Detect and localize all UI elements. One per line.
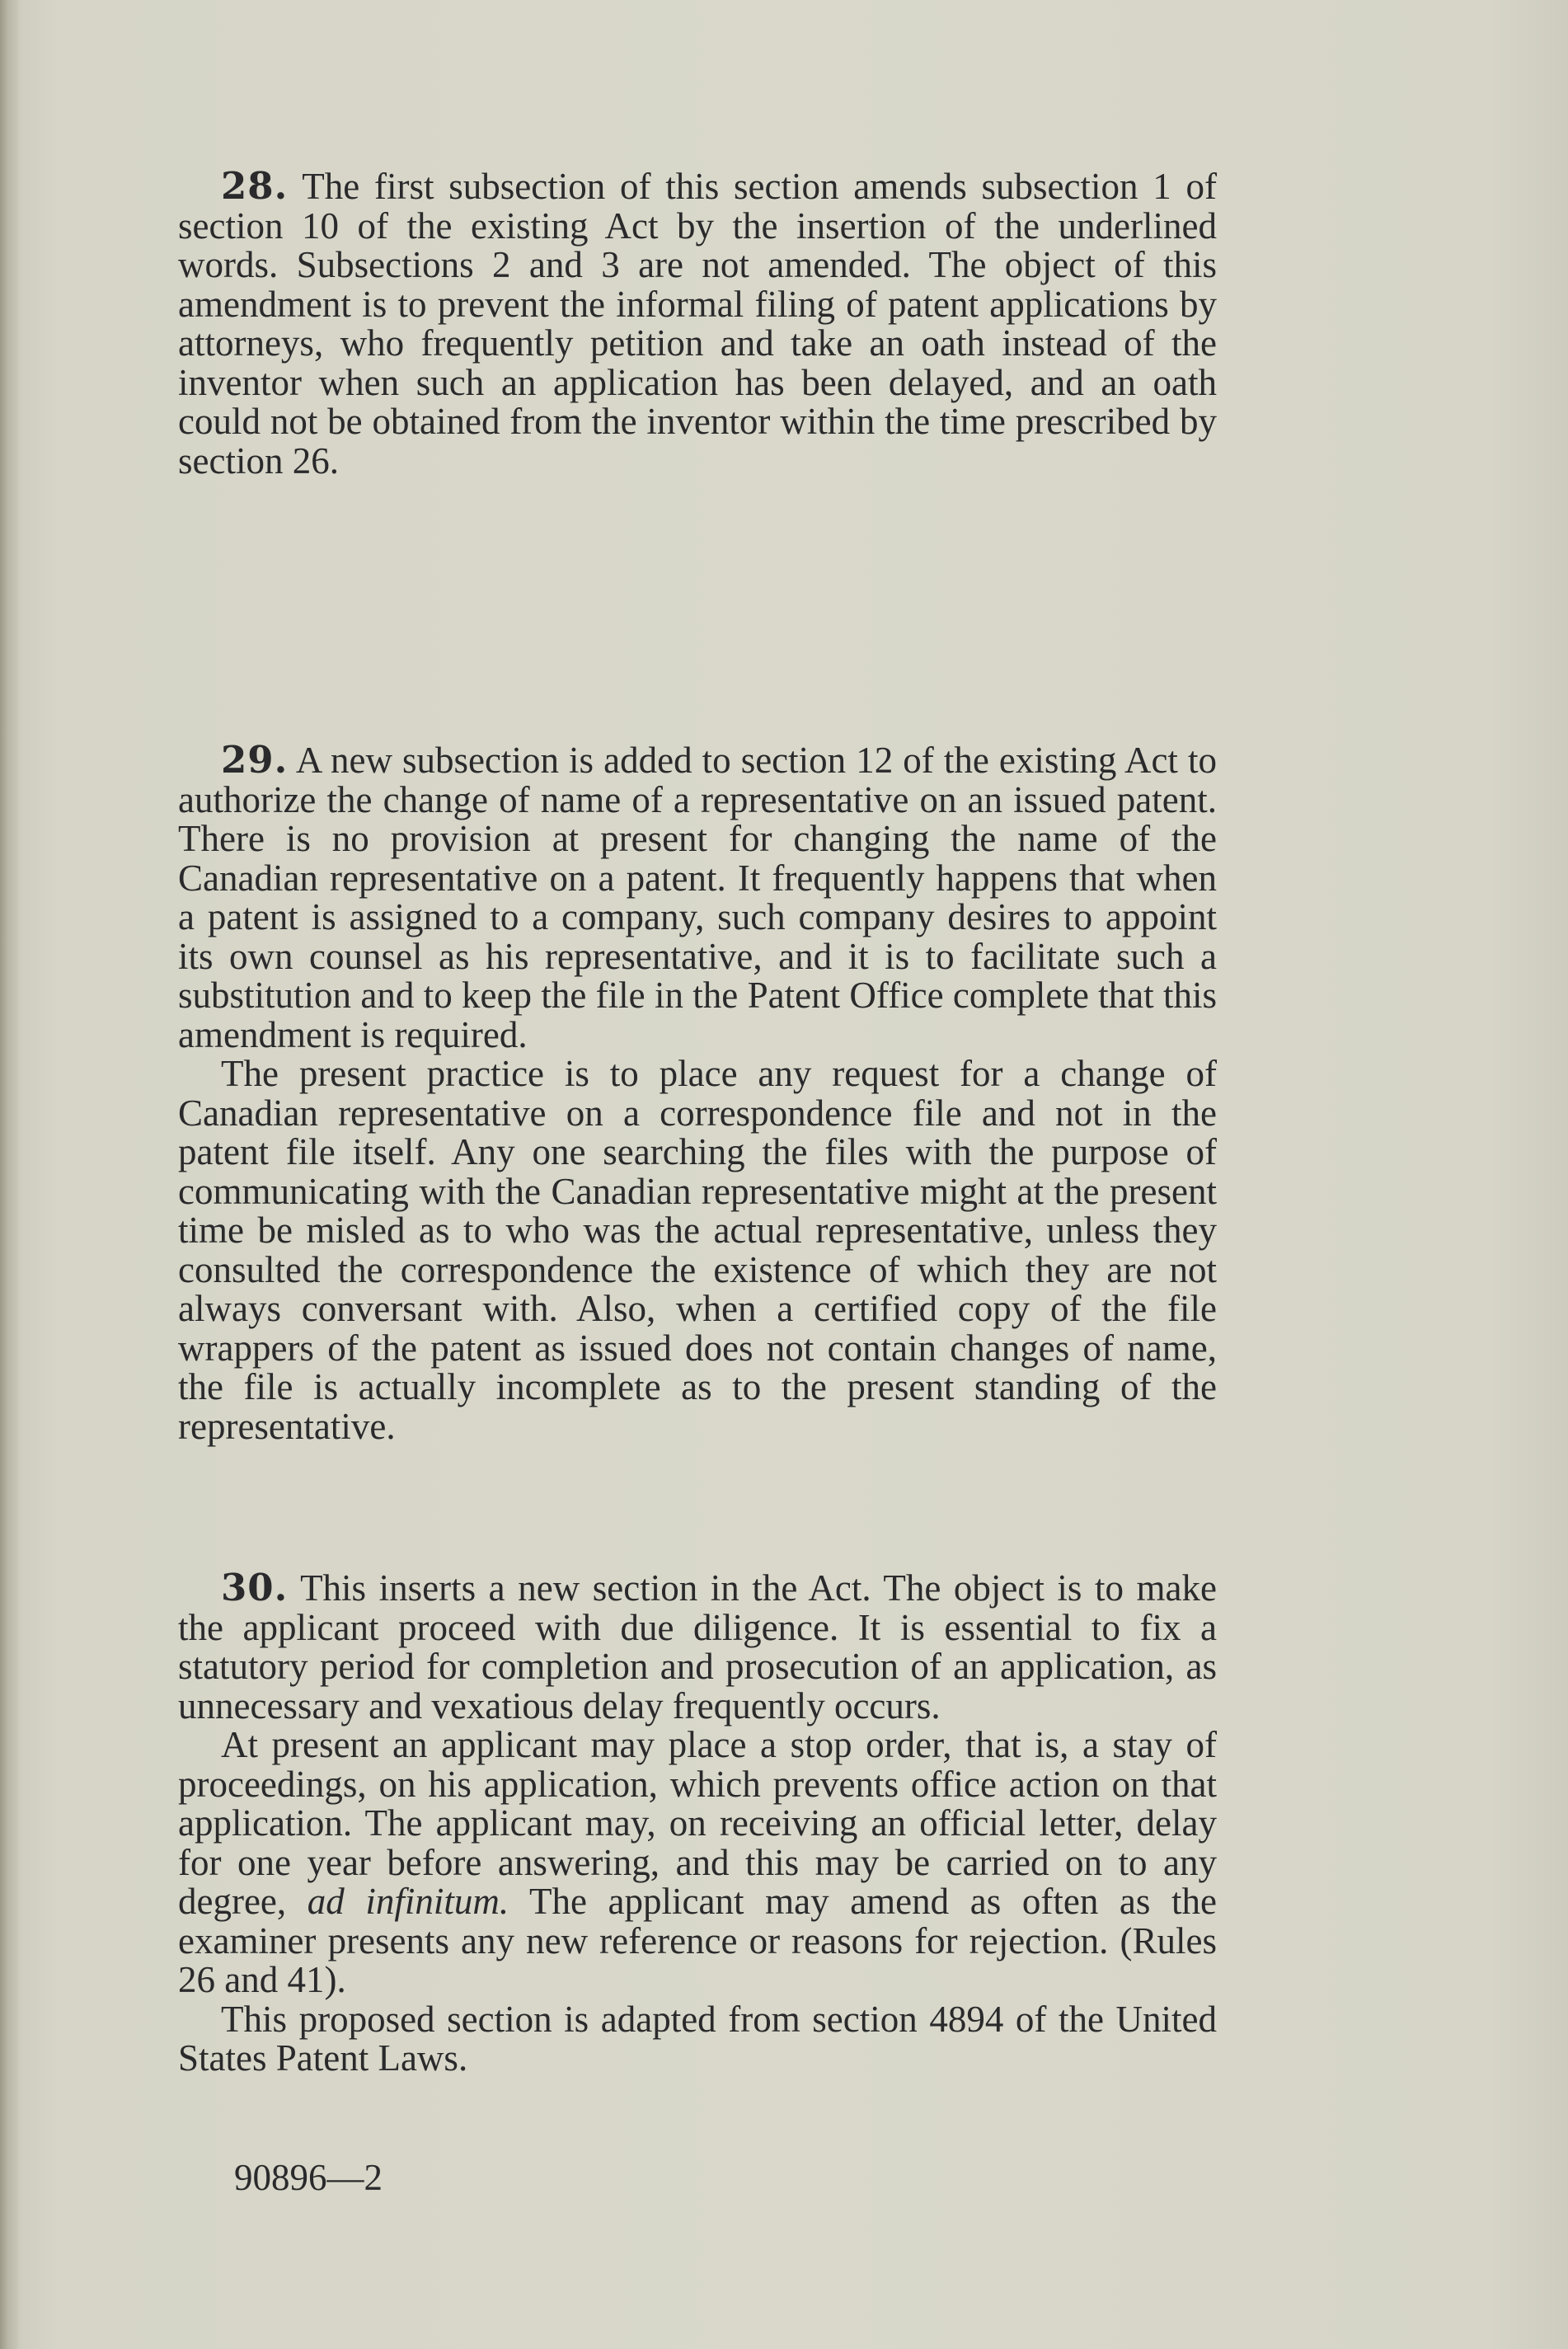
section-30-text-2: At present an applicant may place a stop order, that is, a stay of proceedings, on his application, which prevents office action on that application. The applicant may, on receiving an official letter, delay for one year before answering, and this may be carried on to any degree, <box>178 1724 1217 1922</box>
section-30-number: 30. <box>221 1566 289 1609</box>
section-29-number: 29. <box>221 738 289 782</box>
section-28 <box>178 164 1218 482</box>
section-30-text-3: The applicant may amend as often as the examiner presents any new reference or reasons for rejection. (Rules 26 and 41). <box>178 1881 1218 2000</box>
section-28-number: 28. <box>221 164 289 208</box>
section-29-paragraph-2: The present practice is to place any request for a change of Canadian representative on a correspondence file and not in the patent file itself. Any one searching the files with the purpose of communicating with the Canadian representative might at the present time be misled as to who was the actual representative, unless they consulted the correspondence the existence of which they are not always conversant with. Also, when a certified copy of the file wrappers of the patent as issued does not contain changes of name, the file is actually incomplete as to the present standing of the representative. <box>178 1053 1217 1447</box>
section-28-paragraph-1 <box>178 164 1218 482</box>
section-28-text-1: The first subsection of this section amends subsection 1 of section 10 of the existing Act by the insertion of the underlined words. Subsections 2 and 3 are not amended. The object of this amendment is to prevent the informal filing of patent applications by attorneys, who frequently petition and take an oath instead of the inventor when such an application has been delayed, and an oath could not be obtained from the inventor within the time prescribed by section 26. <box>178 166 1218 482</box>
section-30-paragraph-2 <box>178 1726 1217 2000</box>
section-29-text-1: A new subsection is added to section 12 of the existing Act to authorize the change of name of a representative on an issued patent. There is no provision at present for changing the name of the Canadian representative on a patent. It frequently happens that when a patent is assigned to a company, such company desires to appoint its own counsel as his representative, and it is to facilitate such a substitution and to keep the file in the Patent Office complete that this amendment is required. <box>178 740 1217 1055</box>
section-30-paragraph-3: This proposed section is adapted from section 4894 of the United States Patent Laws. <box>178 1998 1217 2079</box>
section-30-paragraph-1 <box>178 1568 1217 1726</box>
print-code: 90896—2 <box>234 2157 383 2198</box>
section-30-text-1: This inserts a new section in the Act. The object is to make the applicant proceed with due diligence. It is essential to fix a statutory period for completion and prosecution of an application, as unnecessary and vexatious delay frequently occurs. <box>178 1567 1218 1727</box>
section-29-paragraph-1 <box>178 740 1217 1055</box>
page-binding-edge <box>0 0 18 2349</box>
section-30-italic-phrase: ad infinitum. <box>307 1881 509 1922</box>
section-30 <box>178 1568 1217 2079</box>
section-29 <box>178 740 1217 1446</box>
